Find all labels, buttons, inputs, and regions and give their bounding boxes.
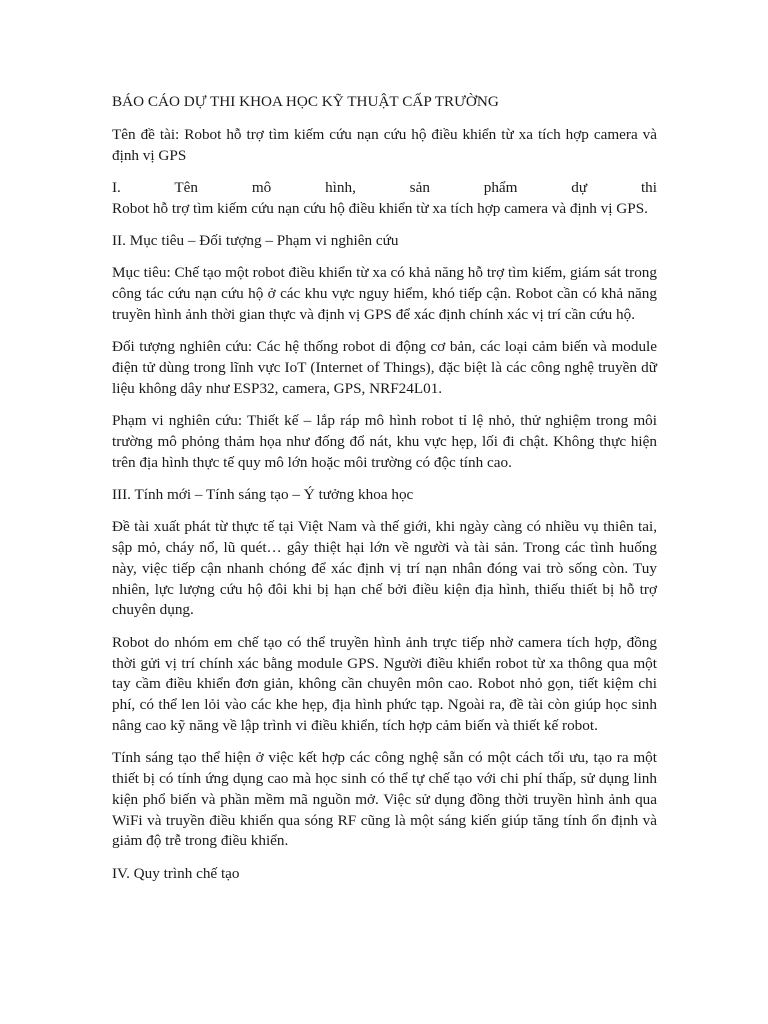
section-3-paragraph-3: Tính sáng tạo thể hiện ở việc kết hợp các công nghệ sẵn có một cách tối ưu, tạo ra một thiết bị có tính ứng dụng cao mà học sinh có thể tự chế tạo với chi phí thấp, sử dụng linh kiện phổ biến và phần mềm mã nguồn mở. Việc sử dụng đồng thời truyền hình ảnh qua WiFi và truyền điều khiển qua sóng RF cũng là một sáng kiến giúp tăng tính ổn định và giảm độ trễ trong điều khiển.: [112, 749, 657, 850]
section-3-paragraph-1: Đề tài xuất phát từ thực tế tại Việt Nam và thế giới, khi ngày càng có nhiều vụ thiên tai, sập mỏ, cháy nổ, lũ quét… gây thiệt hại lớn về người và tài sản. Trong các tình huống này, việc tiếp cận nhanh chóng để xác định vị trí nạn nhân đóng vai trò sống còn. Tuy nhiên, lực lượng cứu hộ đôi khi bị hạn chế bởi điều kiện địa hình, thiếu thiết bị hỗ trợ chuyên dụng.: [112, 518, 657, 619]
document-page: [112, 92, 657, 896]
section-2-scope: Phạm vi nghiên cứu: Thiết kế – lắp ráp mô hình robot tỉ lệ nhỏ, thử nghiệm trong môi trường mô phỏng thảm họa như đống đổ nát, khu vực hẹp, lối đi chật. Không thực hiện trên địa hình thực tế quy mô lớn hoặc môi trường có độc tính cao.: [112, 412, 657, 471]
topic-paragraph: Tên đề tài: Robot hỗ trợ tìm kiếm cứu nạn cứu hộ điều khiển từ xa tích hợp camera và định vị GPS: [112, 125, 657, 164]
section-1: [112, 178, 657, 220]
section-2-heading: II. Mục tiêu – Đối tượng – Phạm vi nghiên cứu: [112, 231, 399, 249]
document-title: BÁO CÁO DỰ THI KHOA HỌC KỸ THUẬT CẤP TRƯỜNG: [112, 93, 499, 110]
section-1-body: Robot hỗ trợ tìm kiếm cứu nạn cứu hộ điều khiển từ xa tích hợp camera và định vị GPS.: [112, 199, 648, 217]
section-3-paragraph-2: Robot do nhóm em chế tạo có thể truyền hình ảnh trực tiếp nhờ camera tích hợp, đồng thời gửi vị trí chính xác bằng module GPS. Người điều khiển robot từ xa thông qua một tay cầm điều khiển đơn giản, không cần chuyên môn cao. Robot nhỏ gọn, tiết kiệm chi phí, có thể len lỏi vào các khe hẹp, địa hình phức tạp. Ngoài ra, đề tài còn giúp học sinh nâng cao kỹ năng về lập trình vi điều khiển, tích hợp cảm biến và thiết kế robot.: [112, 633, 657, 734]
section-1-heading: I. Tên mô hình, sản phẩm dự thi: [112, 178, 657, 196]
section-4-heading: IV. Quy trình chế tạo: [112, 864, 240, 882]
section-2-objective: Mục tiêu: Chế tạo một robot điều khiển từ xa có khả năng hỗ trợ tìm kiếm, giám sát trong công tác cứu nạn cứu hộ ở các khu vực nguy hiểm, khó tiếp cận. Robot cần có khả năng truyền hình ảnh thời gian thực và định vị GPS để xác định chính xác vị trí cần cứu hộ.: [112, 264, 657, 323]
section-3-heading: III. Tính mới – Tính sáng tạo – Ý tưởng khoa học: [112, 485, 414, 503]
section-2-subject: Đối tượng nghiên cứu: Các hệ thống robot di động cơ bản, các loại cảm biến và module điện tử dùng trong lĩnh vực IoT (Internet of Things), đặc biệt là các công nghệ truyền dữ liệu không dây như ESP32, camera, GPS, NRF24L01.: [112, 338, 657, 397]
